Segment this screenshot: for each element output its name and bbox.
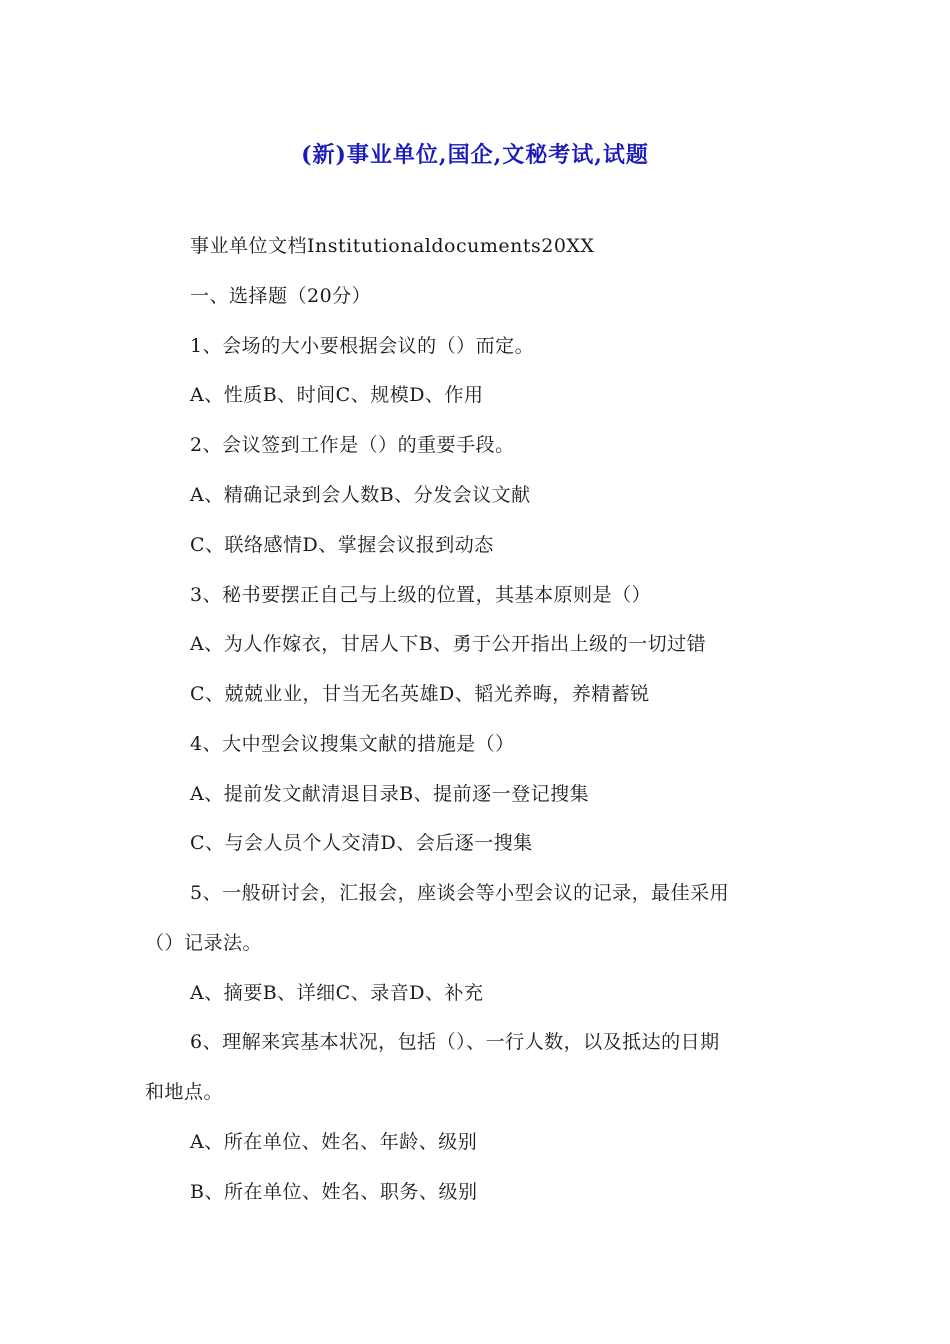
question-3: 3、秘书要摆正自己与上级的位置，其基本原则是（） — [190, 584, 652, 606]
question-3-options-cd: C、兢兢业业，甘当无名英雄D、韬光养晦，养精蓄锐 — [190, 683, 650, 705]
question-2-options-ab: A、精确记录到会人数B、分发会议文献 — [190, 484, 531, 506]
question-1-options: A、性质B、时间C、规模D、作用 — [190, 384, 484, 406]
question-6-option-a: A、所在单位、姓名、年龄、级别 — [190, 1131, 478, 1153]
question-6-continued: 和地点。 — [145, 1081, 224, 1103]
doc-subtitle: 事业单位文档Institutionaldocuments20XX — [190, 235, 595, 257]
question-4-options-cd: C、与会人员个人交清D、会后逐一搜集 — [190, 832, 533, 854]
question-5-continued: （）记录法。 — [145, 932, 263, 954]
question-2: 2、会议签到工作是（）的重要手段。 — [190, 434, 515, 456]
question-2-options-cd: C、联络感情D、掌握会议报到动态 — [190, 534, 494, 556]
question-4: 4、大中型会议搜集文献的措施是（） — [190, 733, 515, 755]
question-6: 6、理解来宾基本状况，包括（）、一行人数，以及抵达的日期 — [190, 1031, 720, 1053]
question-3-options-ab: A、为人作嫁衣，甘居人下B、勇于公开指出上级的一切过错 — [190, 633, 707, 655]
question-1: 1、会场的大小要根据会议的（）而定。 — [190, 335, 535, 357]
question-5: 5、一般研讨会，汇报会，座谈会等小型会议的记录，最佳采用 — [190, 882, 730, 904]
section-heading: 一、选择题（20分） — [190, 285, 372, 307]
question-5-options: A、摘要B、详细C、录音D、补充 — [190, 982, 484, 1004]
question-6-option-b: B、所在单位、姓名、职务、级别 — [190, 1181, 478, 1203]
question-4-options-ab: A、提前发文献清退目录B、提前逐一登记搜集 — [190, 783, 590, 805]
document-title: (新)事业单位,国企,文秘考试,试题 — [301, 142, 649, 168]
